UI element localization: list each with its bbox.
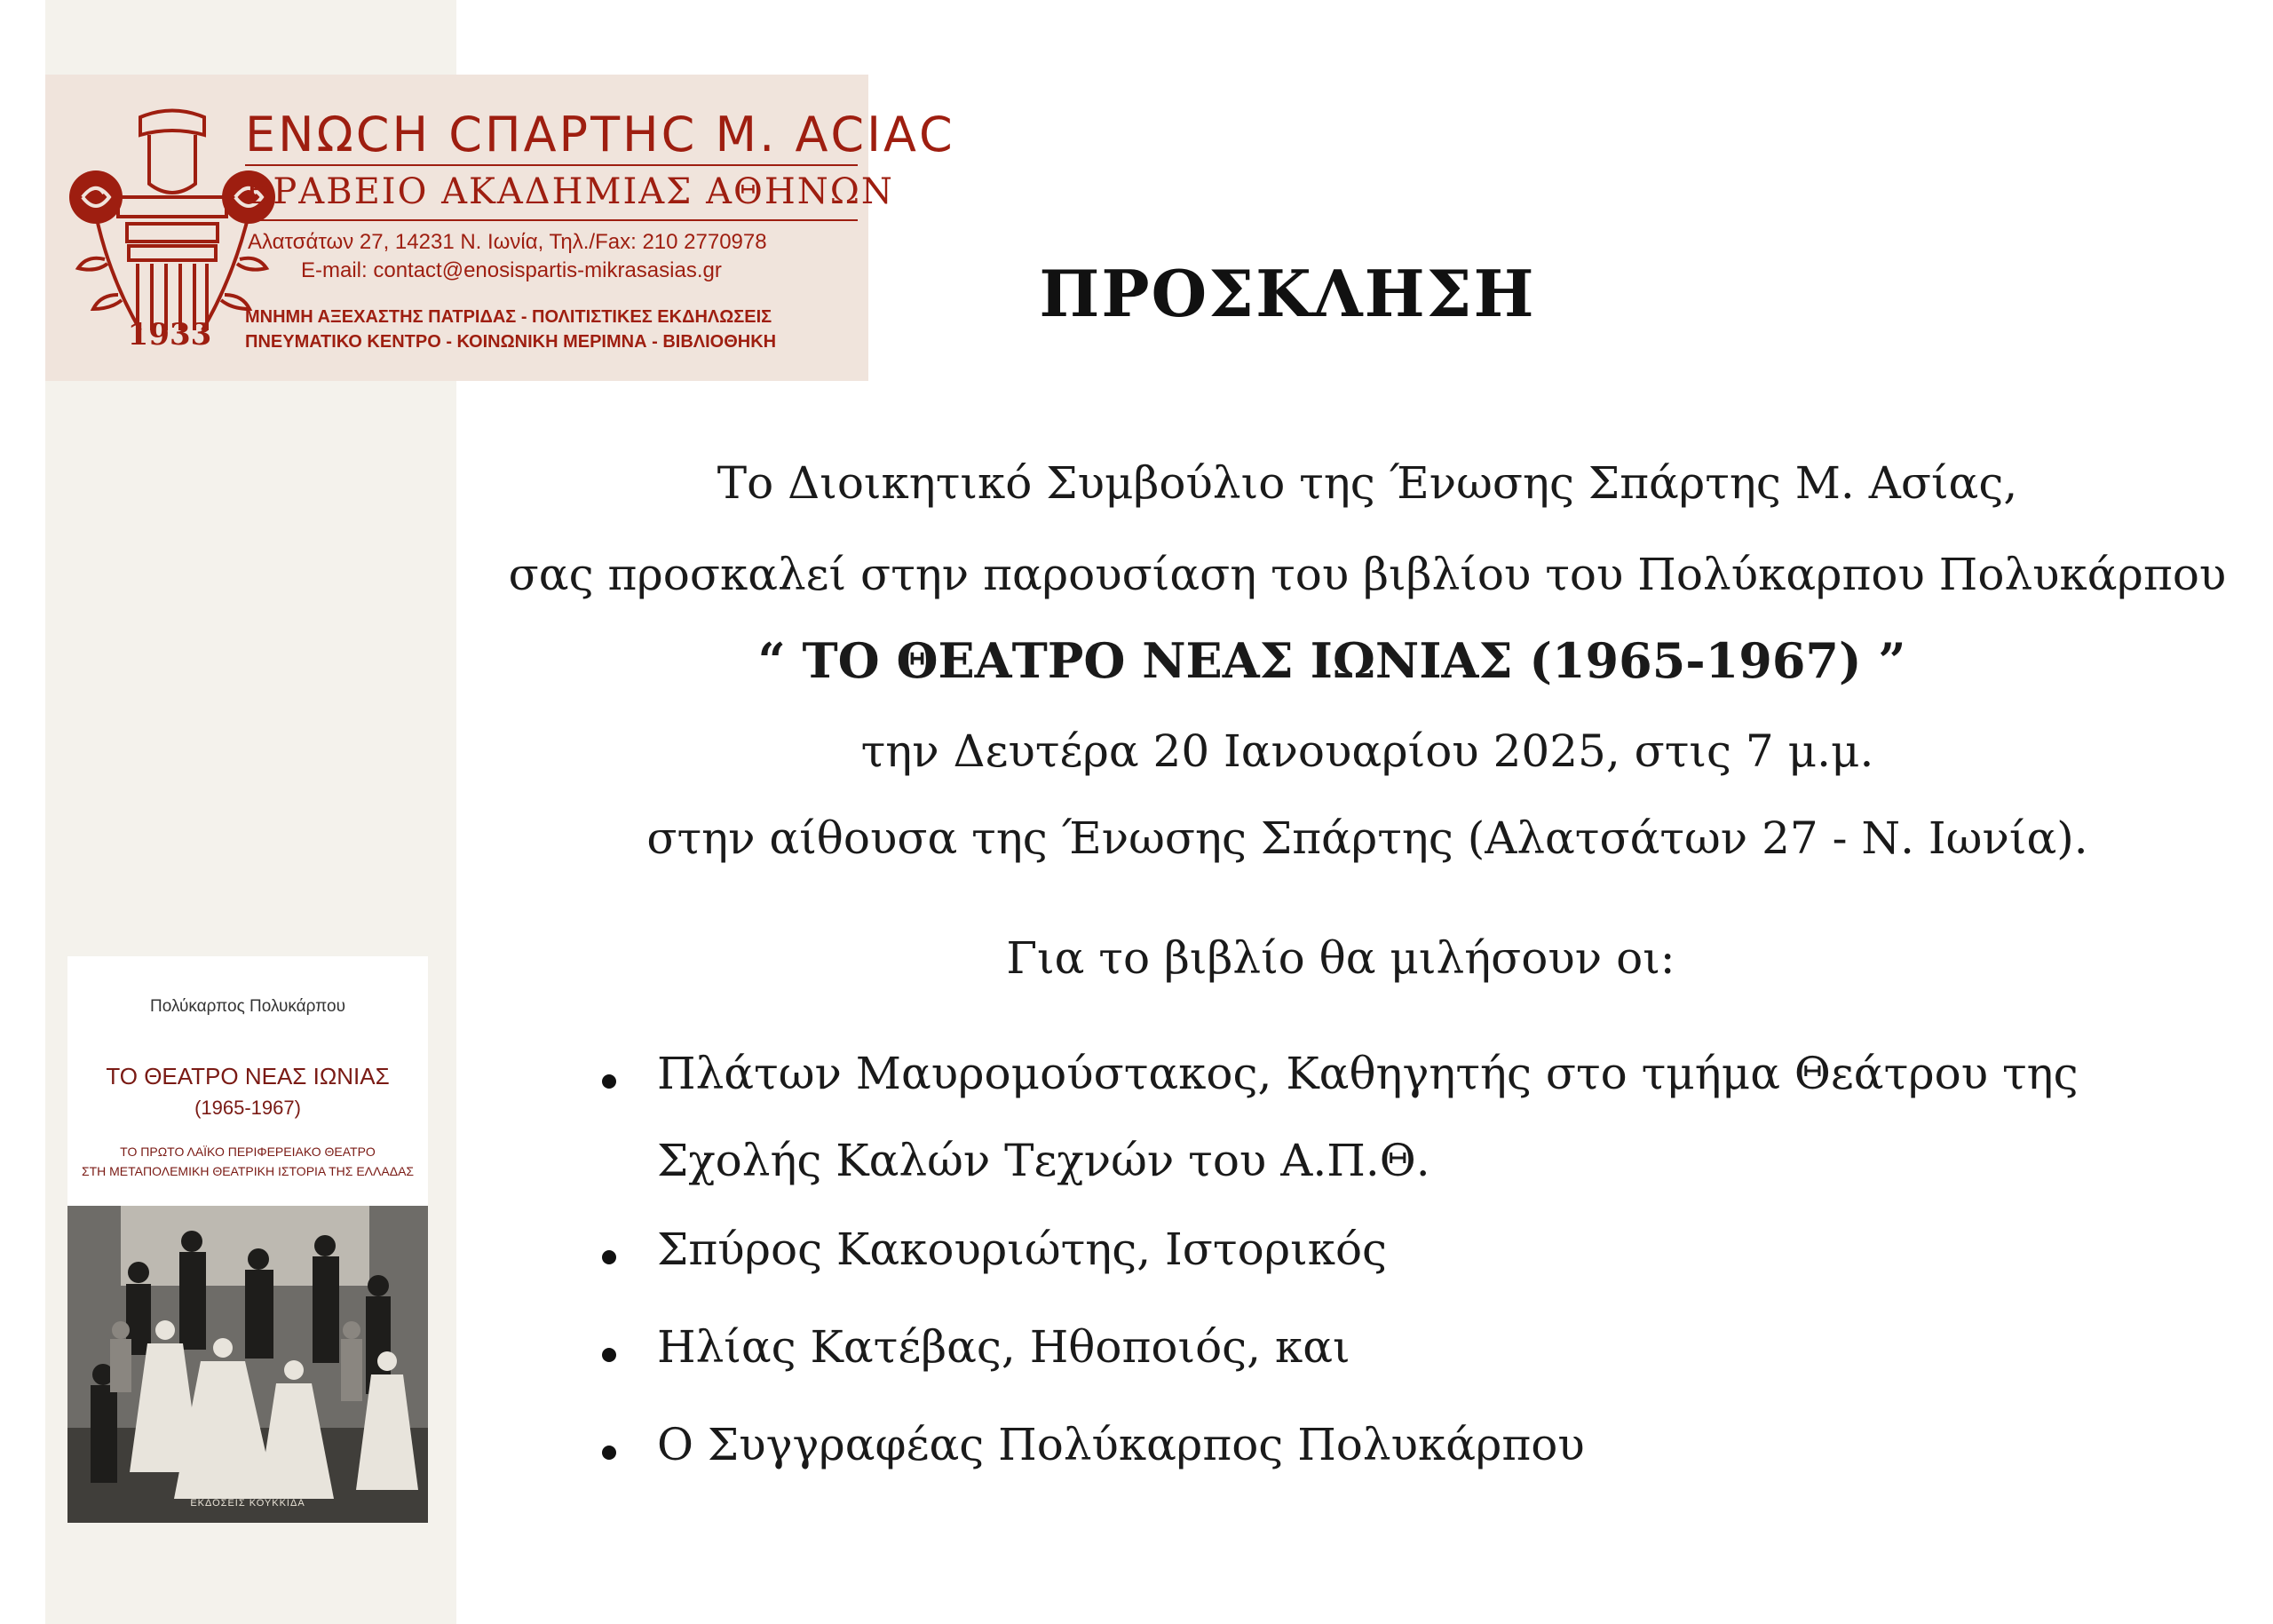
venue-line: στην αίθουσα της Ένωσης Σπάρτης (Αλατσάτων 27 - Ν. Ιωνία). bbox=[646, 812, 2088, 864]
letterhead-email: E-mail: contact@enosispartis-mikrasasias.gr bbox=[301, 258, 722, 282]
bullet-icon bbox=[602, 1446, 616, 1460]
speaker-text: Ηλίας Κατέβας, Ηθοποιός, και bbox=[657, 1321, 1350, 1373]
letterhead-year: 1933 bbox=[127, 317, 212, 353]
cover-years: (1965-1967) bbox=[194, 1097, 301, 1119]
date-line: την Δευτέρα 20 Ιανουαρίου 2025, στις 7 μ.μ. bbox=[860, 725, 1874, 777]
speaker-text: Ο Συγγραφέας Πολύκαρπος Πολυκάρπου bbox=[657, 1419, 1585, 1470]
letterhead-address: Αλατσάτων 27, 14231 Ν. Ιωνία, Τηλ./Fax: 210 2770978 bbox=[248, 230, 767, 254]
letterhead-award: ΒΡΑΒΕΙΟ ΑΚΑΔΗΜΙΑΣ ΑΘΗΝΩΝ bbox=[245, 171, 894, 212]
book-cover bbox=[67, 956, 428, 1523]
letterhead-tagline-1: ΜΝΗΜΗ ΑΞΕΧΑΣΤΗΣ ΠΑΤΡΙΔΑΣ - ΠΟΛΙΤΙΣΤΙΚΕΣ ΕΚΔΗΛΩΣΕΙΣ bbox=[245, 307, 772, 327]
bullet-icon bbox=[602, 1348, 616, 1362]
speaker-text-continued: Σχολής Καλών Τεχνών του Α.Π.Θ. bbox=[657, 1135, 1430, 1186]
bullet-icon bbox=[602, 1074, 616, 1089]
letterhead bbox=[45, 75, 955, 381]
invitation-line-2: σας προσκαλεί στην παρουσίαση του βιβλίου του Πολύκαρπου Πολυκάρπου bbox=[508, 549, 2227, 600]
speaker-text: Πλάτων Μαυρομούστακος, Καθηγητής στο τμήμα Θεάτρου της bbox=[657, 1048, 2079, 1099]
cover-publisher: ΕΚΔΟΣΕΙΣ ΚΟΥΚΚΙΔΑ bbox=[190, 1498, 305, 1509]
page-title: ΠΡΟΣΚΛΗΣΗ bbox=[1039, 256, 1536, 331]
letterhead-divider bbox=[245, 164, 858, 166]
invitation-line-1: Το Διοικητικό Συμβούλιο της Ένωσης Σπάρτης Μ. Ασίας, bbox=[717, 457, 2018, 509]
letterhead-divider bbox=[245, 219, 858, 221]
cover-photo bbox=[67, 1206, 428, 1523]
cover-title: ΤΟ ΘΕΑΤΡΟ ΝΕΑΣ ΙΩΝΙΑΣ bbox=[106, 1063, 390, 1089]
cover-author: Πολύκαρπος Πολυκάρπου bbox=[150, 997, 345, 1016]
letterhead-tagline-2: ΠΝΕΥΜΑΤΙΚΟ ΚΕΝΤΡΟ - ΚΟΙΝΩΝΙΚΗ ΜΕΡΙΜΝΑ - ΒΙΒΛΙΟΘΗΚΗ bbox=[245, 332, 777, 352]
speaker-text: Σπύρος Κακουριώτης, Ιστορικός bbox=[657, 1224, 1388, 1275]
bullet-icon bbox=[602, 1250, 616, 1264]
speakers-intro: Για το βιβλίο θα μιλήσουν οι: bbox=[1006, 932, 1675, 984]
letterhead-name: ΕΝΩCΗ CΠΑΡΤΗC Μ. ΑCΙΑC bbox=[245, 107, 955, 162]
book-title: “ ΤΟ ΘΕΑΤΡΟ ΝΕΑΣ ΙΩΝΙΑΣ (1965-1967) ” bbox=[757, 632, 1906, 689]
cover-subtitle-1: ΤΟ ΠΡΩΤΟ ΛΑΪΚΟ ΠΕΡΙΦΕΡΕΙΑΚΟ ΘΕΑΤΡΟ bbox=[120, 1145, 376, 1159]
cover-subtitle-2: ΣΤΗ ΜΕΤΑΠΟΛΕΜΙΚΗ ΘΕΑΤΡΙΚΗ ΙΣΤΟΡΙΑ ΤΗΣ ΕΛΛΑΔΑΣ bbox=[81, 1164, 415, 1178]
